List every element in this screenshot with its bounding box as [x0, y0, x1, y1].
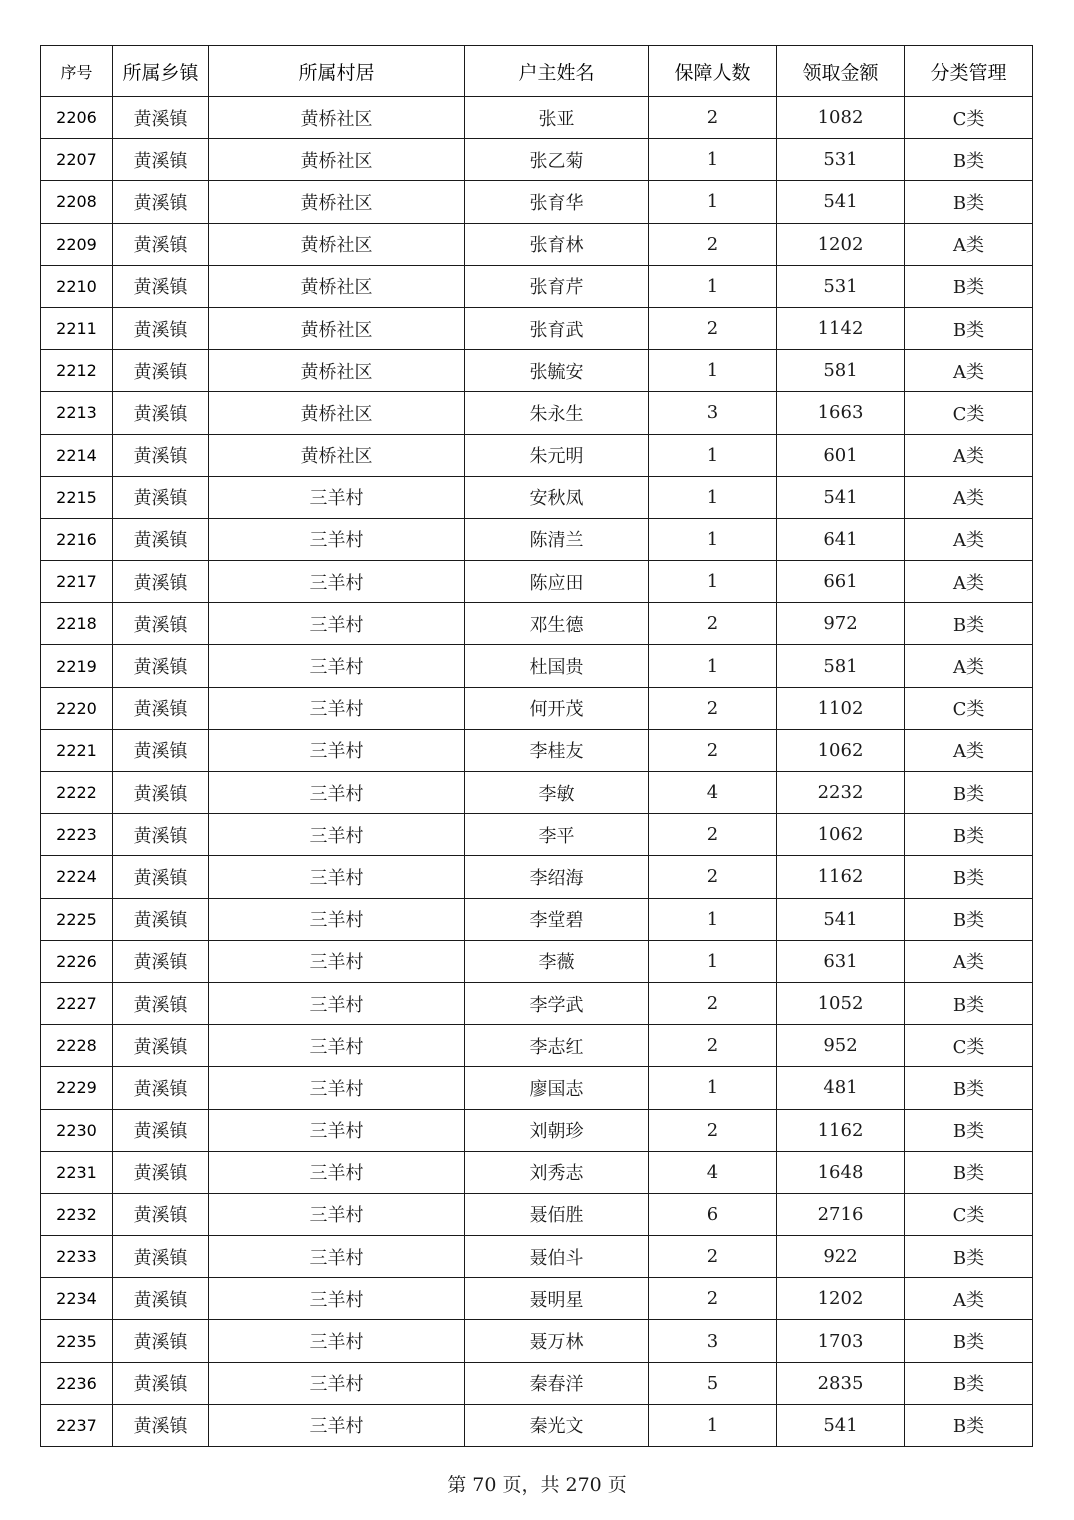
cell-covered-persons: 2: [649, 1109, 777, 1151]
cell-amount: 601: [777, 434, 905, 476]
cell-village: 三羊村: [209, 1151, 465, 1193]
cell-covered-persons: 2: [649, 1025, 777, 1067]
cell-amount: 541: [777, 476, 905, 518]
cell-householder: 李桂友: [465, 729, 649, 771]
cell-householder: 朱元明: [465, 434, 649, 476]
table-row: [41, 1236, 1033, 1278]
cell-covered-persons: 1: [649, 645, 777, 687]
cell-township: 黄溪镇: [113, 139, 209, 181]
table-row: [41, 139, 1033, 181]
cell-seq: 2211: [41, 307, 113, 349]
cell-village: 三羊村: [209, 1320, 465, 1362]
table-row: [41, 223, 1033, 265]
cell-amount: 1102: [777, 687, 905, 729]
cell-householder: 张毓安: [465, 350, 649, 392]
cell-amount: 2835: [777, 1362, 905, 1404]
cell-amount: 541: [777, 898, 905, 940]
cell-seq: 2218: [41, 603, 113, 645]
cell-village: 三羊村: [209, 1025, 465, 1067]
cell-householder: 李志红: [465, 1025, 649, 1067]
cell-township: 黄溪镇: [113, 729, 209, 771]
cell-seq: 2215: [41, 476, 113, 518]
table-row: [41, 982, 1033, 1024]
cell-category: A类: [905, 434, 1033, 476]
cell-village: 三羊村: [209, 856, 465, 898]
cell-seq: 2228: [41, 1025, 113, 1067]
cell-amount: 1052: [777, 982, 905, 1024]
cell-township: 黄溪镇: [113, 940, 209, 982]
table-row: [41, 97, 1033, 139]
cell-amount: 1082: [777, 97, 905, 139]
cell-covered-persons: 4: [649, 1151, 777, 1193]
cell-village: 三羊村: [209, 898, 465, 940]
cell-village: 三羊村: [209, 772, 465, 814]
cell-covered-persons: 2: [649, 307, 777, 349]
table-row: [41, 350, 1033, 392]
cell-householder: 张育芹: [465, 265, 649, 307]
cell-township: 黄溪镇: [113, 434, 209, 476]
cell-village: 三羊村: [209, 476, 465, 518]
cell-householder: 刘秀志: [465, 1151, 649, 1193]
cell-category: B类: [905, 1236, 1033, 1278]
cell-seq: 2237: [41, 1404, 113, 1446]
cell-seq: 2207: [41, 139, 113, 181]
cell-category: A类: [905, 561, 1033, 603]
table-row: [41, 856, 1033, 898]
cell-covered-persons: 2: [649, 982, 777, 1024]
cell-householder: 李堂碧: [465, 898, 649, 940]
cell-category: B类: [905, 1404, 1033, 1446]
cell-category: B类: [905, 856, 1033, 898]
cell-covered-persons: 2: [649, 97, 777, 139]
cell-amount: 1663: [777, 392, 905, 434]
cell-amount: 531: [777, 139, 905, 181]
cell-amount: 2232: [777, 772, 905, 814]
cell-amount: 531: [777, 265, 905, 307]
cell-category: C类: [905, 392, 1033, 434]
cell-householder: 张乙菊: [465, 139, 649, 181]
cell-householder: 秦春洋: [465, 1362, 649, 1404]
cell-category: B类: [905, 1109, 1033, 1151]
cell-amount: 581: [777, 350, 905, 392]
cell-category: B类: [905, 982, 1033, 1024]
cell-amount: 2716: [777, 1193, 905, 1235]
table-row: [41, 1404, 1033, 1446]
cell-seq: 2213: [41, 392, 113, 434]
cell-category: A类: [905, 223, 1033, 265]
cell-village: 黄桥社区: [209, 307, 465, 349]
cell-covered-persons: 1: [649, 139, 777, 181]
cell-amount: 1162: [777, 856, 905, 898]
cell-householder: 邓生德: [465, 603, 649, 645]
cell-village: 三羊村: [209, 1109, 465, 1151]
cell-township: 黄溪镇: [113, 1278, 209, 1320]
cell-seq: 2233: [41, 1236, 113, 1278]
cell-householder: 李薇: [465, 940, 649, 982]
cell-amount: 1202: [777, 223, 905, 265]
table-row: [41, 1025, 1033, 1067]
cell-amount: 1648: [777, 1151, 905, 1193]
table-body: [41, 97, 1033, 1447]
cell-covered-persons: 1: [649, 940, 777, 982]
cell-township: 黄溪镇: [113, 97, 209, 139]
cell-seq: 2206: [41, 97, 113, 139]
cell-householder: 李绍海: [465, 856, 649, 898]
cell-covered-persons: 6: [649, 1193, 777, 1235]
header-amount: 领取金额: [777, 46, 905, 97]
table-row: [41, 645, 1033, 687]
cell-village: 三羊村: [209, 645, 465, 687]
table-row: [41, 772, 1033, 814]
cell-amount: 541: [777, 1404, 905, 1446]
cell-village: 三羊村: [209, 982, 465, 1024]
cell-covered-persons: 1: [649, 181, 777, 223]
cell-seq: 2220: [41, 687, 113, 729]
cell-householder: 刘朝珍: [465, 1109, 649, 1151]
table-row: [41, 392, 1033, 434]
cell-seq: 2212: [41, 350, 113, 392]
cell-category: B类: [905, 1067, 1033, 1109]
cell-seq: 2216: [41, 518, 113, 560]
cell-amount: 1202: [777, 1278, 905, 1320]
cell-seq: 2223: [41, 814, 113, 856]
cell-category: B类: [905, 772, 1033, 814]
cell-amount: 952: [777, 1025, 905, 1067]
table-row: [41, 687, 1033, 729]
cell-amount: 581: [777, 645, 905, 687]
cell-category: B类: [905, 307, 1033, 349]
cell-township: 黄溪镇: [113, 1362, 209, 1404]
cell-village: 三羊村: [209, 1193, 465, 1235]
table-row: [41, 814, 1033, 856]
cell-covered-persons: 1: [649, 898, 777, 940]
page-footer: 第 70 页，共 270 页: [447, 1474, 627, 1496]
cell-township: 黄溪镇: [113, 1193, 209, 1235]
cell-village: 黄桥社区: [209, 223, 465, 265]
cell-amount: 1062: [777, 729, 905, 771]
cell-village: 三羊村: [209, 814, 465, 856]
cell-householder: 李平: [465, 814, 649, 856]
cell-covered-persons: 1: [649, 518, 777, 560]
cell-category: A类: [905, 645, 1033, 687]
cell-amount: 1703: [777, 1320, 905, 1362]
cell-covered-persons: 2: [649, 1236, 777, 1278]
cell-householder: 廖国志: [465, 1067, 649, 1109]
cell-category: B类: [905, 1320, 1033, 1362]
cell-seq: 2227: [41, 982, 113, 1024]
cell-township: 黄溪镇: [113, 1067, 209, 1109]
cell-village: 黄桥社区: [209, 392, 465, 434]
table-row: [41, 729, 1033, 771]
table-row: [41, 434, 1033, 476]
cell-township: 黄溪镇: [113, 1236, 209, 1278]
cell-village: 三羊村: [209, 1362, 465, 1404]
cell-covered-persons: 1: [649, 350, 777, 392]
cell-township: 黄溪镇: [113, 898, 209, 940]
cell-village: 三羊村: [209, 603, 465, 645]
header-householder: 户主姓名: [465, 46, 649, 97]
cell-seq: 2221: [41, 729, 113, 771]
cell-village: 黄桥社区: [209, 181, 465, 223]
cell-amount: 1142: [777, 307, 905, 349]
cell-covered-persons: 1: [649, 1067, 777, 1109]
cell-category: B类: [905, 814, 1033, 856]
cell-householder: 安秋凤: [465, 476, 649, 518]
cell-category: A类: [905, 1278, 1033, 1320]
cell-covered-persons: 1: [649, 434, 777, 476]
cell-category: A类: [905, 729, 1033, 771]
cell-covered-persons: 5: [649, 1362, 777, 1404]
cell-seq: 2234: [41, 1278, 113, 1320]
table-row: [41, 1362, 1033, 1404]
cell-category: A类: [905, 518, 1033, 560]
cell-village: 三羊村: [209, 1404, 465, 1446]
table-row: [41, 181, 1033, 223]
cell-covered-persons: 2: [649, 687, 777, 729]
header-covered-persons: 保障人数: [649, 46, 777, 97]
cell-township: 黄溪镇: [113, 561, 209, 603]
cell-householder: 张育林: [465, 223, 649, 265]
cell-seq: 2209: [41, 223, 113, 265]
cell-householder: 杜国贵: [465, 645, 649, 687]
cell-village: 黄桥社区: [209, 434, 465, 476]
cell-category: C类: [905, 1025, 1033, 1067]
cell-covered-persons: 3: [649, 1320, 777, 1362]
cell-seq: 2217: [41, 561, 113, 603]
cell-seq: 2210: [41, 265, 113, 307]
cell-seq: 2224: [41, 856, 113, 898]
cell-category: B类: [905, 139, 1033, 181]
cell-covered-persons: 2: [649, 1278, 777, 1320]
cell-village: 三羊村: [209, 729, 465, 771]
cell-seq: 2236: [41, 1362, 113, 1404]
cell-seq: 2222: [41, 772, 113, 814]
cell-seq: 2231: [41, 1151, 113, 1193]
cell-category: A类: [905, 476, 1033, 518]
cell-amount: 972: [777, 603, 905, 645]
cell-township: 黄溪镇: [113, 350, 209, 392]
cell-covered-persons: 2: [649, 603, 777, 645]
table-row: [41, 1193, 1033, 1235]
cell-village: 三羊村: [209, 940, 465, 982]
cell-township: 黄溪镇: [113, 307, 209, 349]
cell-householder: 何开茂: [465, 687, 649, 729]
cell-village: 三羊村: [209, 1067, 465, 1109]
cell-township: 黄溪镇: [113, 772, 209, 814]
cell-village: 黄桥社区: [209, 97, 465, 139]
cell-covered-persons: 4: [649, 772, 777, 814]
cell-category: C类: [905, 687, 1033, 729]
cell-township: 黄溪镇: [113, 1320, 209, 1362]
cell-category: B类: [905, 1151, 1033, 1193]
table-row: [41, 940, 1033, 982]
cell-covered-persons: 2: [649, 729, 777, 771]
cell-householder: 张育华: [465, 181, 649, 223]
cell-householder: 聂明星: [465, 1278, 649, 1320]
cell-seq: 2229: [41, 1067, 113, 1109]
cell-township: 黄溪镇: [113, 603, 209, 645]
table-row: [41, 476, 1033, 518]
cell-amount: 922: [777, 1236, 905, 1278]
cell-seq: 2230: [41, 1109, 113, 1151]
table-row: [41, 518, 1033, 560]
header-village: 所属村居: [209, 46, 465, 97]
cell-amount: 631: [777, 940, 905, 982]
cell-covered-persons: 1: [649, 265, 777, 307]
table-row: [41, 898, 1033, 940]
cell-householder: 李学武: [465, 982, 649, 1024]
cell-seq: 2208: [41, 181, 113, 223]
table-row: [41, 561, 1033, 603]
cell-category: A类: [905, 350, 1033, 392]
cell-township: 黄溪镇: [113, 265, 209, 307]
cell-householder: 聂万林: [465, 1320, 649, 1362]
cell-village: 黄桥社区: [209, 139, 465, 181]
table-row: [41, 1109, 1033, 1151]
cell-township: 黄溪镇: [113, 392, 209, 434]
document-page: [40, 45, 1032, 1447]
cell-seq: 2219: [41, 645, 113, 687]
cell-seq: 2214: [41, 434, 113, 476]
cell-amount: 541: [777, 181, 905, 223]
header-township: 所属乡镇: [113, 46, 209, 97]
table-row: [41, 1067, 1033, 1109]
cell-category: A类: [905, 940, 1033, 982]
cell-covered-persons: 1: [649, 1404, 777, 1446]
cell-village: 三羊村: [209, 687, 465, 729]
cell-covered-persons: 1: [649, 476, 777, 518]
cell-township: 黄溪镇: [113, 1025, 209, 1067]
table-row: [41, 1278, 1033, 1320]
cell-amount: 661: [777, 561, 905, 603]
cell-township: 黄溪镇: [113, 518, 209, 560]
cell-category: C类: [905, 97, 1033, 139]
cell-township: 黄溪镇: [113, 687, 209, 729]
cell-category: B类: [905, 265, 1033, 307]
cell-township: 黄溪镇: [113, 223, 209, 265]
cell-amount: 641: [777, 518, 905, 560]
cell-householder: 张育武: [465, 307, 649, 349]
table-row: [41, 603, 1033, 645]
table-header: [41, 46, 1033, 97]
cell-township: 黄溪镇: [113, 982, 209, 1024]
cell-householder: 陈应田: [465, 561, 649, 603]
table-row: [41, 1151, 1033, 1193]
cell-township: 黄溪镇: [113, 181, 209, 223]
cell-covered-persons: 2: [649, 223, 777, 265]
cell-village: 三羊村: [209, 1236, 465, 1278]
table-row: [41, 307, 1033, 349]
cell-householder: 聂伯斗: [465, 1236, 649, 1278]
cell-township: 黄溪镇: [113, 814, 209, 856]
cell-township: 黄溪镇: [113, 476, 209, 518]
cell-category: B类: [905, 898, 1033, 940]
cell-householder: 聂佰胜: [465, 1193, 649, 1235]
cell-category: B类: [905, 603, 1033, 645]
cell-township: 黄溪镇: [113, 645, 209, 687]
cell-householder: 张亚: [465, 97, 649, 139]
cell-amount: 1162: [777, 1109, 905, 1151]
cell-covered-persons: 2: [649, 856, 777, 898]
cell-category: C类: [905, 1193, 1033, 1235]
cell-householder: 朱永生: [465, 392, 649, 434]
cell-township: 黄溪镇: [113, 1151, 209, 1193]
cell-amount: 1062: [777, 814, 905, 856]
cell-township: 黄溪镇: [113, 1404, 209, 1446]
cell-covered-persons: 1: [649, 561, 777, 603]
cell-township: 黄溪镇: [113, 1109, 209, 1151]
cell-village: 黄桥社区: [209, 350, 465, 392]
roster-table: [40, 45, 1033, 1447]
header-row: [41, 46, 1033, 97]
cell-village: 黄桥社区: [209, 265, 465, 307]
cell-seq: 2235: [41, 1320, 113, 1362]
cell-township: 黄溪镇: [113, 856, 209, 898]
cell-householder: 陈清兰: [465, 518, 649, 560]
cell-village: 三羊村: [209, 1278, 465, 1320]
cell-seq: 2232: [41, 1193, 113, 1235]
cell-village: 三羊村: [209, 561, 465, 603]
table-row: [41, 265, 1033, 307]
cell-householder: 李敏: [465, 772, 649, 814]
cell-category: B类: [905, 1362, 1033, 1404]
cell-category: B类: [905, 181, 1033, 223]
cell-seq: 2225: [41, 898, 113, 940]
header-seq: 序号: [41, 46, 113, 97]
table-row: [41, 1320, 1033, 1362]
cell-householder: 秦光文: [465, 1404, 649, 1446]
cell-amount: 481: [777, 1067, 905, 1109]
cell-covered-persons: 2: [649, 814, 777, 856]
cell-seq: 2226: [41, 940, 113, 982]
cell-covered-persons: 3: [649, 392, 777, 434]
cell-village: 三羊村: [209, 518, 465, 560]
header-category: 分类管理: [905, 46, 1033, 97]
